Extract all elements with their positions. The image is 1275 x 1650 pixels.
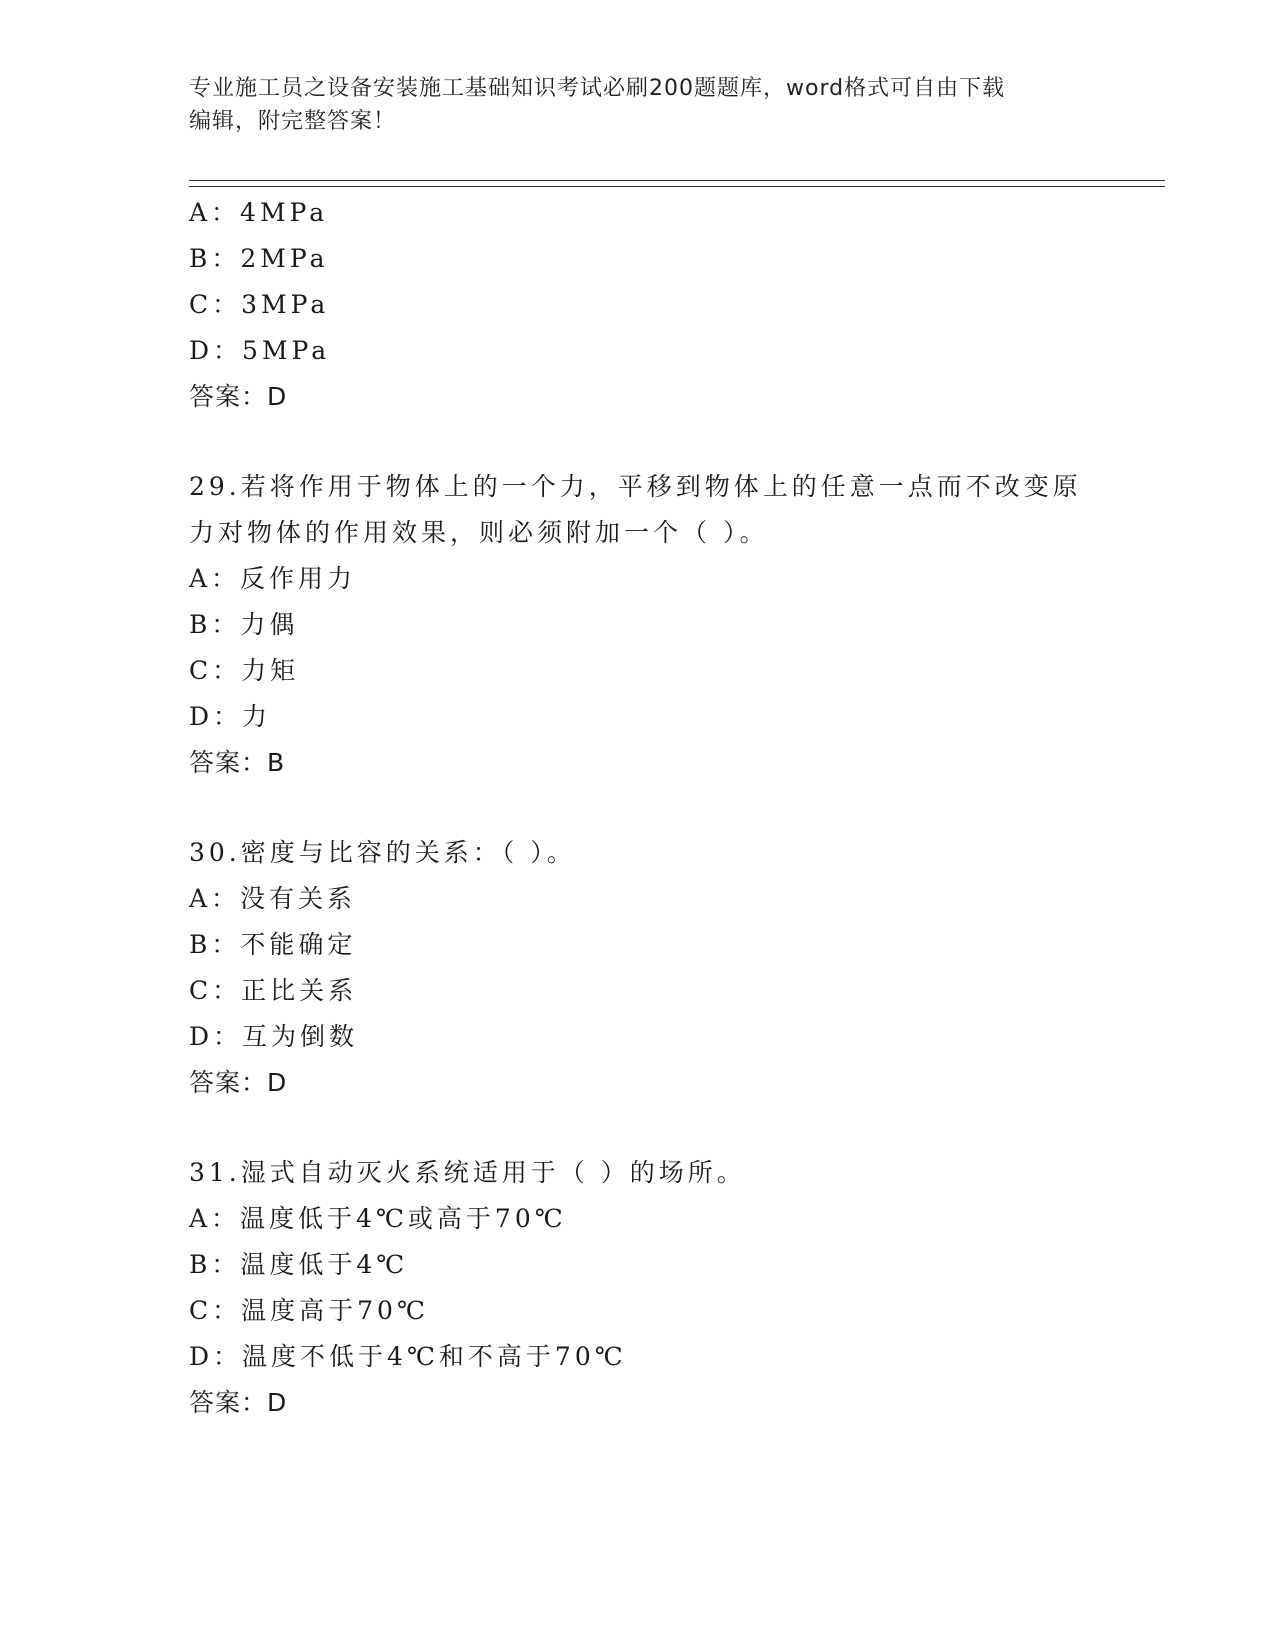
question-block-29 bbox=[189, 464, 1149, 786]
answer-line: 答案：D bbox=[189, 1388, 288, 1417]
option-a: A：4MPa bbox=[189, 198, 329, 227]
option-a: A：反作用力 bbox=[189, 564, 357, 593]
option-a: A：温度低于4℃或高于70℃ bbox=[189, 1204, 567, 1233]
option-b: B：不能确定 bbox=[189, 930, 357, 959]
question-block-28 bbox=[189, 190, 1149, 420]
document-body bbox=[189, 190, 1149, 1426]
answer-line: 答案：D bbox=[189, 1068, 288, 1097]
question-spacer bbox=[189, 786, 1149, 830]
question-stem-line: 30.密度与比容的关系：（ ）。 bbox=[189, 838, 576, 867]
option-d: D：5MPa bbox=[189, 336, 331, 365]
option-d: D：温度不低于4℃和不高于70℃ bbox=[189, 1342, 627, 1371]
option-d: D：互为倒数 bbox=[189, 1022, 359, 1051]
option-c: C：正比关系 bbox=[189, 976, 358, 1005]
option-b: B：2MPa bbox=[189, 244, 329, 273]
question-spacer bbox=[189, 1106, 1149, 1150]
question-stem-line: 29.若将作用于物体上的一个力，平移到物体上的任意一点而不改变原 bbox=[189, 472, 1082, 501]
option-b: B：温度低于4℃ bbox=[189, 1250, 409, 1279]
option-c: C：3MPa bbox=[189, 290, 330, 319]
question-block-30 bbox=[189, 830, 1149, 1106]
document-header bbox=[189, 72, 1089, 138]
question-spacer bbox=[189, 420, 1149, 464]
option-d: D：力 bbox=[189, 702, 272, 731]
answer-line: 答案：D bbox=[189, 382, 288, 411]
header-line-2: 编辑，附完整答案！ bbox=[189, 109, 397, 134]
question-block-31 bbox=[189, 1150, 1149, 1426]
question-stem-line: 力对物体的作用效果，则必须附加一个（ ）。 bbox=[189, 518, 769, 547]
header-double-rule bbox=[189, 180, 1165, 187]
question-stem-line: 31.湿式自动灭火系统适用于（ ）的场所。 bbox=[189, 1158, 746, 1187]
header-line-1: 专业施工员之设备安装施工基础知识考试必刷200题题库，word格式可自由下载 bbox=[189, 76, 1006, 101]
option-b: B：力偶 bbox=[189, 610, 299, 639]
option-c: C：温度高于70℃ bbox=[189, 1296, 429, 1325]
answer-line: 答案：B bbox=[189, 748, 286, 777]
option-c: C：力矩 bbox=[189, 656, 300, 685]
option-a: A：没有关系 bbox=[189, 884, 357, 913]
